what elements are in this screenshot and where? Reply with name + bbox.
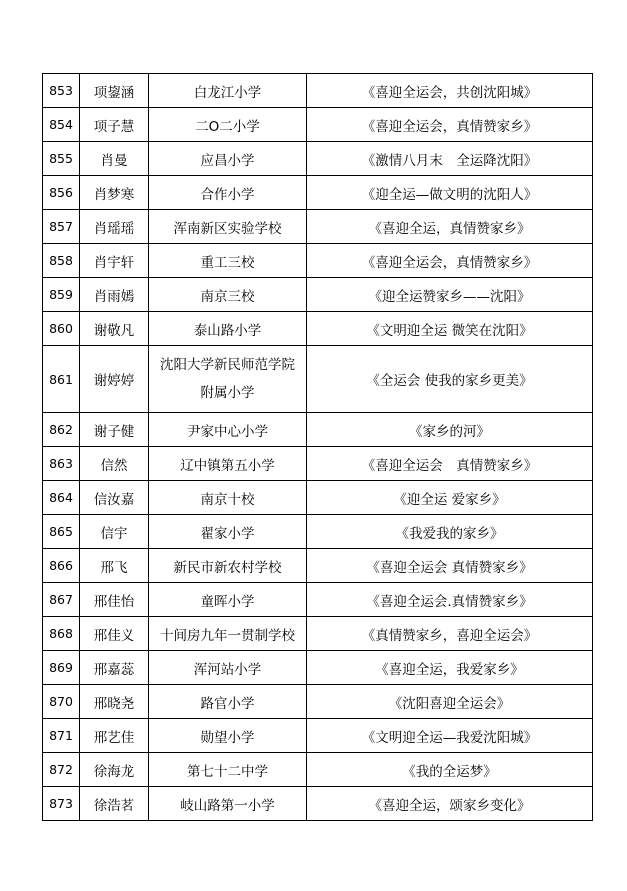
table-row <box>43 210 593 244</box>
work-title: 《迎全运 爱家乡》 <box>307 481 593 515</box>
work-title: 《真情赞家乡，喜迎全运会》 <box>307 617 593 651</box>
work-title: 《激情八月末 全运降沈阳》 <box>307 142 593 176</box>
table-row <box>43 244 593 278</box>
entry-number: 873 <box>43 787 80 821</box>
work-title: 《沈阳喜迎全运会》 <box>307 685 593 719</box>
student-name: 肖梦寒 <box>80 176 149 210</box>
school-name: 新民市新农村学校 <box>149 549 307 583</box>
table-row <box>43 719 593 753</box>
entry-number: 864 <box>43 481 80 515</box>
entry-number: 856 <box>43 176 80 210</box>
table-row <box>43 108 593 142</box>
table-row <box>43 549 593 583</box>
school-name: 泰山路小学 <box>149 312 307 346</box>
school-name: 第七十二中学 <box>149 753 307 787</box>
student-name: 肖瑶瑶 <box>80 210 149 244</box>
entry-number: 872 <box>43 753 80 787</box>
student-name: 信汝嘉 <box>80 481 149 515</box>
work-title: 《喜迎全运会 真情赞家乡》 <box>307 549 593 583</box>
student-name: 肖曼 <box>80 142 149 176</box>
entries-table <box>42 73 593 821</box>
work-title: 《我的全运梦》 <box>307 753 593 787</box>
work-title: 《全运会 使我的家乡更美》 <box>307 346 593 413</box>
school-name: 南京三校 <box>149 278 307 312</box>
work-title: 《我爱我的家乡》 <box>307 515 593 549</box>
table-row <box>43 583 593 617</box>
school-name: 浑南新区实验学校 <box>149 210 307 244</box>
table-row <box>43 278 593 312</box>
school-name: 合作小学 <box>149 176 307 210</box>
work-title: 《喜迎全运会.真情赞家乡》 <box>307 583 593 617</box>
school-name-line1: 沈阳大学新民师范学院 <box>160 357 295 373</box>
school-name: 应昌小学 <box>149 142 307 176</box>
school-name: 童晖小学 <box>149 583 307 617</box>
student-name: 信宇 <box>80 515 149 549</box>
table-row <box>43 176 593 210</box>
student-name: 谢子健 <box>80 413 149 447</box>
school-name: 辽中镇第五小学 <box>149 447 307 481</box>
entry-number: 866 <box>43 549 80 583</box>
work-title: 《喜迎全运会，真情赞家乡》 <box>307 108 593 142</box>
entry-number: 868 <box>43 617 80 651</box>
work-title: 《喜迎全运，我爱家乡》 <box>307 651 593 685</box>
table-row <box>43 651 593 685</box>
school-name: 十间房九年一贯制学校 <box>149 617 307 651</box>
school-name <box>149 346 307 413</box>
entry-number: 855 <box>43 142 80 176</box>
student-name: 项鋆涵 <box>80 74 149 108</box>
entry-number: 861 <box>43 346 80 413</box>
table-row <box>43 787 593 821</box>
student-name: 肖宇轩 <box>80 244 149 278</box>
table-row <box>43 481 593 515</box>
student-name: 徐浩茗 <box>80 787 149 821</box>
table-row <box>43 312 593 346</box>
student-name: 邢佳怡 <box>80 583 149 617</box>
entry-number: 859 <box>43 278 80 312</box>
entry-number: 871 <box>43 719 80 753</box>
work-title: 《迎全运赞家乡——沈阳》 <box>307 278 593 312</box>
entry-number: 862 <box>43 413 80 447</box>
school-name: 南京十校 <box>149 481 307 515</box>
student-name: 邢艺佳 <box>80 719 149 753</box>
student-name: 邢飞 <box>80 549 149 583</box>
school-name: 浑河站小学 <box>149 651 307 685</box>
school-name: 翟家小学 <box>149 515 307 549</box>
school-name: 尹家中心小学 <box>149 413 307 447</box>
work-title: 《喜迎全运会，共创沈阳城》 <box>307 74 593 108</box>
table-row <box>43 685 593 719</box>
school-name: 二O二小学 <box>149 108 307 142</box>
table-row <box>43 142 593 176</box>
work-title: 《喜迎全运，颂家乡变化》 <box>307 787 593 821</box>
work-title: 《家乡的河》 <box>307 413 593 447</box>
school-name: 勋望小学 <box>149 719 307 753</box>
entry-number: 853 <box>43 74 80 108</box>
student-name: 邢晓尧 <box>80 685 149 719</box>
table-row <box>43 346 593 413</box>
table-row <box>43 515 593 549</box>
entry-number: 860 <box>43 312 80 346</box>
school-name: 重工三校 <box>149 244 307 278</box>
work-title: 《文明迎全运—我爱沈阳城》 <box>307 719 593 753</box>
entry-number: 869 <box>43 651 80 685</box>
table-row <box>43 413 593 447</box>
entry-number: 870 <box>43 685 80 719</box>
student-name: 项子慧 <box>80 108 149 142</box>
school-name-line2: 附属小学 <box>200 385 255 401</box>
student-name: 邢佳义 <box>80 617 149 651</box>
work-title: 《喜迎全运会 真情赞家乡》 <box>307 447 593 481</box>
student-name: 信然 <box>80 447 149 481</box>
student-name: 肖雨嫣 <box>80 278 149 312</box>
work-title: 《文明迎全运 微笑在沈阳》 <box>307 312 593 346</box>
entry-number: 863 <box>43 447 80 481</box>
student-name: 谢婷婷 <box>80 346 149 413</box>
work-title: 《喜迎全运，真情赞家乡》 <box>307 210 593 244</box>
entry-number: 867 <box>43 583 80 617</box>
school-name: 岐山路第一小学 <box>149 787 307 821</box>
school-name: 白龙江小学 <box>149 74 307 108</box>
student-name: 徐海龙 <box>80 753 149 787</box>
entry-number: 854 <box>43 108 80 142</box>
entry-number: 865 <box>43 515 80 549</box>
entry-number: 858 <box>43 244 80 278</box>
table-row <box>43 74 593 108</box>
table-row <box>43 753 593 787</box>
student-name: 邢嘉蕊 <box>80 651 149 685</box>
table-row <box>43 617 593 651</box>
work-title: 《迎全运—做文明的沈阳人》 <box>307 176 593 210</box>
entry-number: 857 <box>43 210 80 244</box>
table-row <box>43 447 593 481</box>
school-name: 路官小学 <box>149 685 307 719</box>
work-title: 《喜迎全运会，真情赞家乡》 <box>307 244 593 278</box>
student-name: 谢敬凡 <box>80 312 149 346</box>
